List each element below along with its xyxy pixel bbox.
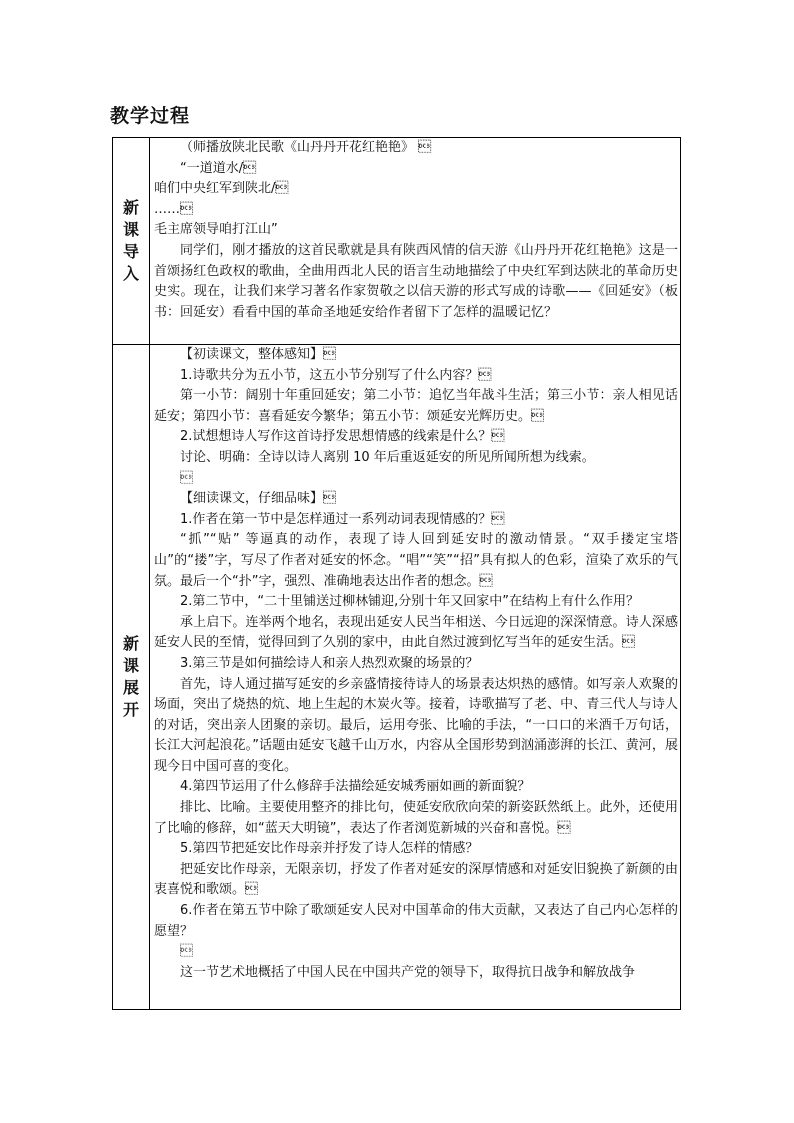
table-row-intro: [113, 138, 681, 345]
text-line: 第一小节：阔别十年重回延安；第二小节：追忆当年战斗生活；第三小节：亲人相见话延安；第四小节：喜看延安今繁华；第五小节：颂延安光辉历史。: [154, 388, 678, 424]
text-line: 1.作者在第一节中是怎样通过一系列动词表现情感的？: [180, 511, 505, 527]
main-content: [150, 345, 681, 1010]
text-line: 承上启下。连举两个地名，表现出延安人民当年相送、今日远迎的深深情意。诗人深感延安人民的至情，觉得回到了久别的家中，由此自然过渡到忆写当年的延安生活。: [154, 614, 678, 651]
text-line: 首先，诗人通过描写延安的乡亲盛情接待诗人的场景表达炽热的感情。如写亲人欢聚的场面，突出了烧热的炕、地上生起的木炭火等。接着，诗歌描写了老、中、青三代人与诗人的对话，突出亲人团聚的亲切。最后，运用夸张、比喻的手法，“一口口的米酒千万句话，长江大河起浪花。”话题由延安飞越千山万水，内容从全国形势到汹涌澎湃的长江、黄河，展现今日中国可喜的变化。: [154, 676, 678, 774]
section-label-main: 新 课 展 开: [122, 634, 139, 719]
text-line: 3.第三节是如何描绘诗人和亲人热烈欢聚的场景的？: [180, 655, 479, 671]
text-line: 4.第四节运用了什么修辞手法描绘延安城秀丽如画的新面貌？: [180, 779, 531, 795]
text-line: “一道道水/: [180, 160, 257, 176]
text-line: 把延安比作母亲，无限亲切，抒发了作者对延安的深厚情感和对延安旧貌换了新颜的由衷喜悦和歌颂。: [154, 861, 678, 898]
text-line: 2.试想想诗人写作这首诗抒发思想情感的线索是什么？: [180, 429, 505, 445]
text-line: 毛主席领导咱打江山”: [154, 222, 278, 238]
text-line: 1.诗歌共分为五小节，这五小节分别写了什么内容？: [180, 367, 492, 383]
intro-content: [150, 138, 681, 345]
section-label-cell: [113, 345, 150, 1010]
text-line: ……: [154, 201, 193, 217]
section-label-intro: 新 课 导 入: [122, 198, 139, 283]
text-line: （师播放陕北民歌《山丹丹开花红艳艳》 : [180, 140, 432, 155]
text-line: 咱们中央红军到陕北/: [154, 181, 289, 197]
text-line: : [180, 944, 193, 960]
section-label-cell: [113, 138, 150, 345]
text-line: 6.作者在第五节中除了歌颂延安人民对中国革命的伟大贡献，又表达了自己内心怎样的愿望？: [154, 903, 678, 939]
table-row-main: [113, 345, 681, 1010]
text-line: 【初读课文，整体感知】: [180, 347, 337, 362]
text-line: 讨论、明确：全诗以诗人离别 10 年后重返延安的所见所闻所想为线索。: [180, 449, 595, 465]
text-line: “抓”“贴” 等逼真的动作，表现了诗人回到延安时的激动情景。“双手搂定宝塔山”的“搂”字，写尽了作者对延安的怀念。“唱”“笑”“招”具有拟人的色彩，渲染了欢乐的气氛。最后一个“扑”字，强烈、准确地表达出作者的想念。: [154, 532, 678, 589]
text-line: 同学们，刚才播放的这首民歌就是具有陕西风情的信天游《山丹丹开花红艳艳》这是一首颂扬红色政权的歌曲，全曲用西北人民的语言生动地描绘了中央红军到达陕北的革命历史史实。现在，让我们来学习著名作家贺敬之以信天游的形式写成的诗歌——《回延安》（板书：回延安）看看中国的革命圣地延安给作者留下了怎样的温暖记忆？: [154, 242, 678, 320]
page-title: 教学过程: [110, 105, 191, 127]
text-line: 这一节艺术地概括了中国人民在中国共产党的领导下，取得抗日战争和解放战争: [180, 964, 636, 980]
lesson-table: [112, 137, 681, 1010]
text-line: : [180, 470, 193, 486]
text-line: 2.第二节中，“二十里铺送过柳林铺迎,分别十年又回家中”在结构上有什么作用？: [180, 594, 640, 610]
text-line: 【细读课文，仔细品味】: [180, 491, 337, 507]
text-line: 排比、比喻。主要使用整齐的排比句，使延安欣欣向荣的新姿跃然纸上。此外，还使用了比喻的修辞，如“蓝天大明镜”，表达了作者浏览新城的兴奋和喜悦。: [154, 800, 678, 836]
text-line: 5.第四节把延安比作母亲并抒发了诗人怎样的情感？: [180, 841, 479, 857]
